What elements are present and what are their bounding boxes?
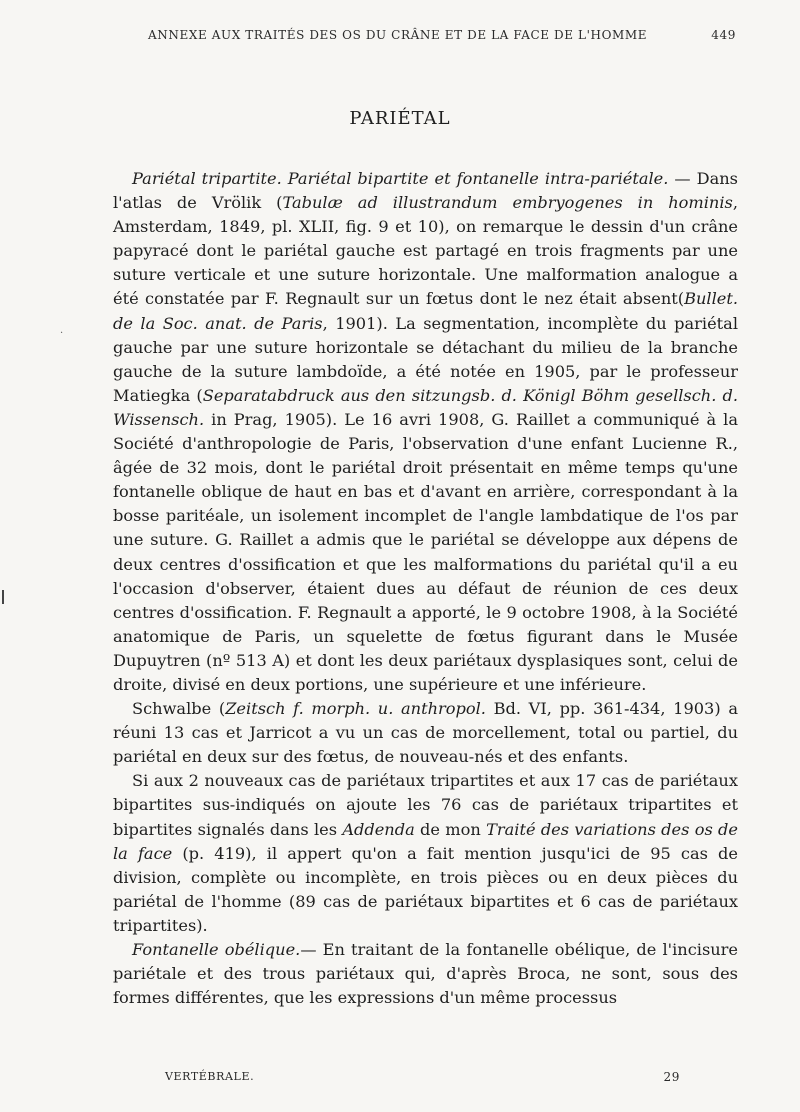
citation-title: Bullet. de la Soc. anat. de Paris xyxy=(113,289,738,333)
footer xyxy=(165,1070,680,1084)
margin-dot: · xyxy=(60,328,64,339)
paragraph-parietal-tripartite: Pariétal tripartite. Pariétal bipartite et fontanelle intra-pariétale. — Dans l'atlas de Vrölik (Tabulæ ad illustrandum embryogenes in hominis, Amsterdam, 1849, pl. XLII, fig. 9 et 10), on remarque le dessin d'un crâne papyracé dont le pariétal gauche est partagé en trois fragments par une suture verticale et une suture horizontale. Une malformation analogue a été constatée par F. Regnault sur un fœtus dont le nez était absent(Bullet. de la Soc. anat. de Paris, 1901). La segmentation, incomplète du pariétal gauche par une suture horizontale se détachant du milieu de la branche gauche de la suture lambdoïde, a été notée en 1905, par le professeur Matiegka (Separatabdruck aus den sitzungsb. d. Königl Böhm gesellsch. d. Wissensch. in Prag, 1905). Le 16 avri 1908, G. Raillet a communiqué à la Société d'anthropologie de Paris, l'observation d'une enfant Lucienne R., âgée de 32 mois, dont le pariétal droit présentait en même temps qu'une fontanelle oblique de haut en bas et d'avant en arrière, correspondant à la bosse paritéale, un isolement incomplet de l'angle lambdatique de l'os par une suture. G. Raillet a admis que le pariétal se développe aux dépens de deux centres d'ossification et que les malformations du pariétal qu'il a eu l'occasion d'observer, étaient dues au défaut de réunion de ces deux centres d'ossification. F. Regnault a apporté, le 9 octobre 1908, à la Société anatomique de Paris, un squelette de fœtus figurant dans le Musée Dupuytren (nº 513 A) et dont les deux pariétaux dysplasiques sont, celui de droite, divisé en deux portions, une supérieure et une inférieure. xyxy=(113,169,739,694)
paragraph-heading: Pariétal tripartite. Pariétal bipartite et fontanelle intra-pariétale. xyxy=(132,169,669,188)
footer-label: VERTÉBRALE. xyxy=(165,1070,255,1083)
citation-title: Zeitsch f. morph. u. anthropol. xyxy=(225,699,486,719)
running-head xyxy=(148,28,736,42)
paragraph-heading: Fontanelle obélique. xyxy=(132,940,301,959)
citation-title: Traité des variations des os de la face xyxy=(113,819,738,863)
citation-title: Addenda xyxy=(342,819,415,839)
citation-title: Tabulæ ad illustrandum embryogenes in hominis xyxy=(282,193,733,213)
paragraph-schwalbe: Schwalbe (Zeitsch f. morph. u. anthropol. Bd. VI, pp. 361-434, 1903) a réuni 13 cas et Jarricot a vu un cas de morcellement, total ou partiel, du pariétal en deux sur des fœtus, de nouveau-nés et des enfants. xyxy=(113,699,738,767)
citation-title: Separatabdruck aus den sitzungsb. d. Königl Böhm gesellsch. d. Wissensch. xyxy=(113,385,738,429)
paragraph-fontanelle-obelique: Fontanelle obélique.— En traitant de la fontanelle obélique, de l'incisure pariétale et des trous pariétaux qui, d'après Broca, ne sont, sous des formes différentes, que les expressions d'un même processus xyxy=(113,940,739,1008)
page-number: 449 xyxy=(711,28,736,42)
paragraph-summary: Si aux 2 nouveaux cas de pariétaux tripartites et aux 17 cas de pariétaux bipartites sus-indiqués on ajoute les 76 cas de pariétaux tripartites et bipartites signalés dans les Addenda de mon Traité des variations des os de la face (p. 419), il appert qu'on a fait mention jusqu'ici de 95 cas de division, complète ou incomplète, en trois pièces ou en deux pièces du pariétal de l'homme (89 cas de pariétaux bipartites et 6 cas de pariétaux tripartites). xyxy=(113,771,738,935)
running-head-title: ANNEXE AUX TRAITÉS DES OS DU CRÂNE ET DE LA FACE DE L'HOMME xyxy=(148,28,648,42)
margin-mark xyxy=(2,590,10,604)
section-title: PARIÉTAL xyxy=(349,108,451,129)
signature-mark: 29 xyxy=(663,1070,680,1084)
body-text xyxy=(113,167,738,1010)
